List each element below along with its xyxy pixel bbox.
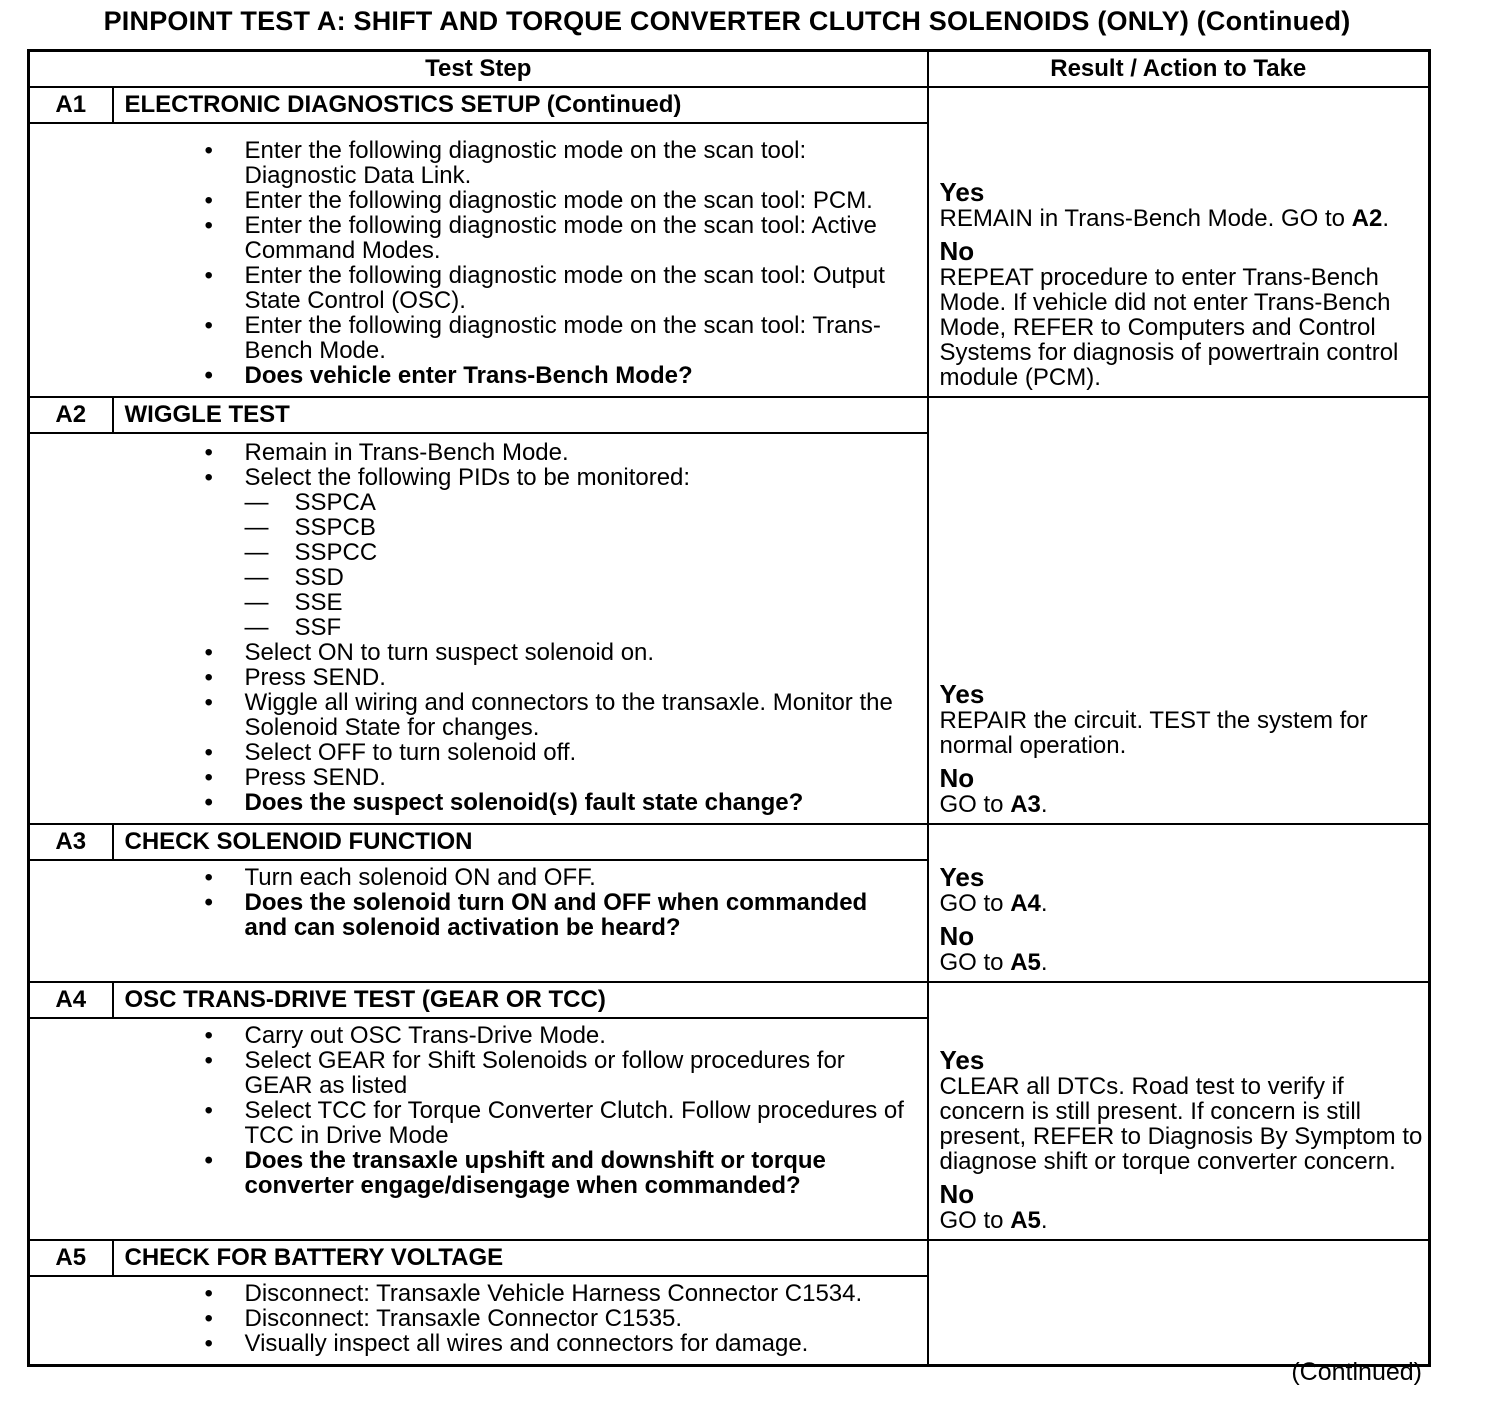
yes-tail: .	[1040, 890, 1048, 917]
list-item: • Select OFF to turn solenoid off.	[113, 740, 915, 765]
list-item: • Visually inspect all wires and connectors for damage.	[113, 1331, 915, 1356]
pid-item: — SSD	[113, 565, 915, 590]
step-instructions	[113, 433, 928, 824]
step-instructions	[113, 1018, 928, 1240]
no-tail: .	[1040, 791, 1048, 818]
step-heading-row	[29, 397, 1430, 433]
step-id: A4	[29, 982, 113, 1018]
pinpoint-test-table	[27, 49, 1431, 1367]
yes-label: Yes	[939, 177, 985, 207]
yes-action	[940, 891, 1425, 916]
list-item: • Enter the following diagnostic mode on the scan tool: Active Command Modes.	[113, 213, 915, 263]
pid-item: — SSF	[113, 615, 915, 640]
pid-item: — SSE	[113, 590, 915, 615]
no-tail: .	[1040, 1207, 1048, 1234]
list-item: • Press SEND.	[113, 665, 915, 690]
page-title: PINPOINT TEST A: SHIFT AND TORQUE CONVERTER CLUTCH SOLENOIDS (ONLY) (Continued)	[103, 6, 1351, 36]
no-step-ref: A5	[1010, 949, 1041, 976]
step-heading-row	[29, 87, 1430, 123]
step-heading-row	[29, 1240, 1430, 1276]
no-action	[940, 1208, 1425, 1233]
yes-label: Yes	[939, 679, 985, 709]
step-instructions	[113, 860, 928, 982]
step-result-empty	[928, 1240, 1430, 1366]
step-heading: ELECTRONIC DIAGNOSTICS SETUP (Continued)	[113, 87, 928, 123]
step-heading-row	[29, 982, 1430, 1018]
step-instructions	[113, 1276, 928, 1366]
step-result	[928, 397, 1430, 824]
no-action	[940, 792, 1425, 817]
yes-step-ref: A2	[1351, 205, 1383, 232]
list-item: • Enter the following diagnostic mode on the scan tool: Trans-Bench Mode.	[113, 313, 915, 363]
yes-label: Yes	[939, 1045, 985, 1075]
step-result	[928, 824, 1430, 982]
step-instructions	[113, 123, 928, 397]
list-item: • Disconnect: Transaxle Connector C1535.	[113, 1306, 915, 1331]
list-item: • Press SEND.	[113, 765, 915, 790]
yes-action	[940, 1074, 1425, 1174]
no-label: No	[939, 921, 975, 951]
list-item: • Wiggle all wiring and connectors to the transaxle. Monitor the Solenoid State for changes.	[113, 690, 915, 740]
pid-item: — SSPCB	[113, 515, 915, 540]
no-action	[940, 265, 1425, 390]
question-item: • Does the solenoid turn ON and OFF when commanded and can solenoid activation be heard?	[113, 890, 915, 940]
result-header: Result / Action to Take	[928, 51, 1430, 88]
step-result	[928, 982, 1430, 1240]
list-item: • Enter the following diagnostic mode on the scan tool: Output State Control (OSC).	[113, 263, 915, 313]
step-id-blank	[29, 123, 113, 397]
pid-item: — SSPCC	[113, 540, 915, 565]
step-id-blank	[29, 433, 113, 824]
step-id: A2	[29, 397, 113, 433]
list-item: • Select GEAR for Shift Solenoids or follow procedures for GEAR as listed	[113, 1048, 915, 1098]
step-id-blank	[29, 1276, 113, 1366]
list-item: • Select TCC for Torque Converter Clutch. Follow procedures of TCC in Drive Mode	[113, 1098, 915, 1148]
yes-text: REPAIR the circuit. TEST the system for normal operation.	[939, 707, 1368, 759]
step-heading: CHECK SOLENOID FUNCTION	[113, 824, 928, 860]
yes-text: CLEAR all DTCs. Road test to verify if concern is still present. If concern is still present, REFER to Diagnosis By Symptom to diagnose shift or torque converter concern.	[939, 1073, 1423, 1175]
list-item: • Remain in Trans-Bench Mode.	[113, 440, 915, 465]
question-item: • Does the suspect solenoid(s) fault state change?	[113, 790, 915, 815]
no-text: GO to	[939, 949, 1011, 976]
no-text: GO to	[939, 791, 1011, 818]
question-item: • Does vehicle enter Trans-Bench Mode?	[113, 363, 915, 388]
yes-action	[940, 708, 1425, 758]
no-label: No	[939, 236, 975, 266]
question-item: • Does the transaxle upshift and downshift or torque converter engage/disengage when commanded?	[113, 1148, 915, 1198]
no-text: REPEAT procedure to enter Trans-Bench Mode. If vehicle did not enter Trans-Bench Mode, REFER to Computers and Control Systems for diagnosis of powertrain control module (PCM).	[939, 264, 1399, 391]
no-label: No	[939, 1179, 975, 1209]
step-result	[928, 87, 1430, 397]
continued-note: (Continued)	[1291, 1358, 1422, 1386]
list-item: • Disconnect: Transaxle Vehicle Harness Connector C1534.	[113, 1281, 915, 1306]
yes-tail: .	[1382, 205, 1390, 232]
yes-step-ref: A4	[1010, 890, 1041, 917]
list-item: • Turn each solenoid ON and OFF.	[113, 865, 915, 890]
step-heading-row	[29, 824, 1430, 860]
step-heading: WIGGLE TEST	[113, 397, 928, 433]
step-id: A3	[29, 824, 113, 860]
step-heading: OSC TRANS-DRIVE TEST (GEAR OR TCC)	[113, 982, 928, 1018]
pid-item: — SSPCA	[113, 490, 915, 515]
no-text: GO to	[939, 1207, 1011, 1234]
list-item: • Select ON to turn suspect solenoid on.	[113, 640, 915, 665]
test-step-header: Test Step	[29, 51, 928, 88]
step-heading: CHECK FOR BATTERY VOLTAGE	[113, 1240, 928, 1276]
no-step-ref: A5	[1010, 1207, 1041, 1234]
no-tail: .	[1040, 949, 1048, 976]
yes-label: Yes	[939, 862, 985, 892]
no-label: No	[939, 763, 975, 793]
list-item: • Enter the following diagnostic mode on the scan tool: Diagnostic Data Link.	[113, 138, 915, 188]
yes-action	[940, 206, 1425, 231]
list-item: • Select the following PIDs to be monitored:	[113, 465, 915, 490]
yes-text: REMAIN in Trans-Bench Mode. GO to	[939, 205, 1352, 232]
step-id: A1	[29, 87, 113, 123]
no-action	[940, 950, 1425, 975]
step-id: A5	[29, 1240, 113, 1276]
list-item: • Enter the following diagnostic mode on the scan tool: PCM.	[113, 188, 915, 213]
no-step-ref: A3	[1010, 791, 1041, 818]
step-id-blank	[29, 860, 113, 982]
yes-text: GO to	[939, 890, 1011, 917]
table-header-row	[29, 51, 1430, 88]
list-item: • Carry out OSC Trans-Drive Mode.	[113, 1023, 915, 1048]
step-id-blank	[29, 1018, 113, 1240]
